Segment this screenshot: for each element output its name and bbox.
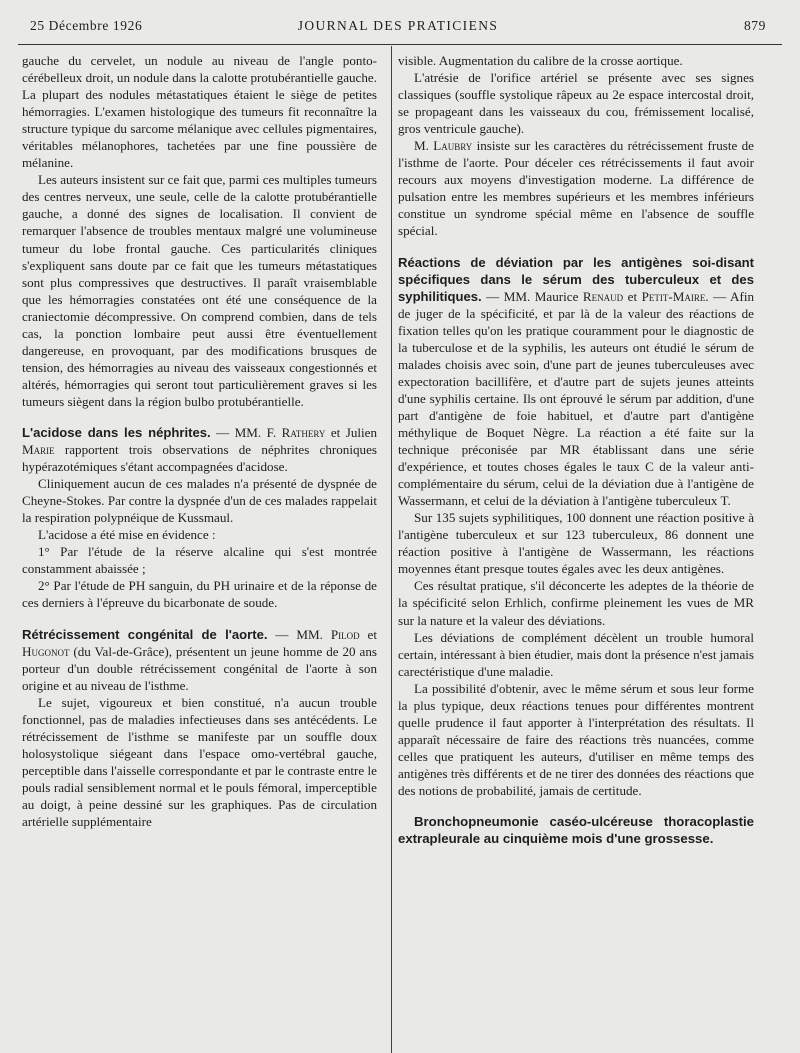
paragraph: La possibilité d'obtenir, avec le même sérum et sous leur forme la plus typique, deux réactions tenues pour différentes montrent quelle prudence il faut apporter à l'interprétation des résultats. Il apparaît nécessaire de faire des réactions très nuancées, comme celles que pratiquent les auteurs, d'utiliser en même temps des antigènes très différents et de ne tirer des données des réactions que des notions de probabilité, jamais de certitude. [398,680,754,798]
author-connector: et Julien [325,424,377,440]
author-name: Pilod [330,626,360,642]
left-column [22,52,377,830]
header-date: 25 Décembre 1926 [30,18,143,33]
lead-text: . — Afin de juger de la spécificité, et par là de la valeur des réactions de fixation telles qu'on les pratique couramment pour le diagnostic de la tuberculose et de la syphilis, les auteurs ont étudié le sérum de malades choisis avec soin, d'une part de jeunes tuberculeuses avec expectoration bacillifère, et d'autre part de sujets jeunes atteints d'une syphilis certaine. Ils ont éprouvé le sérum par addition, d'une part d'antigène de foie habituel, et d'autre part d'antigène méthylique de Boquet Nègre. La réaction a été faite sur la technique préconisée par MR établissant dans une série d'expérience, et toutes choses égales le taux C de la valeur anti-complémentaire du sérum, celui de la déviation due à l'antigène de Wassermann, et celui de la déviation à l'antigène tuberculeux T. [398,288,755,509]
paragraph: visible. Augmentation du calibre de la crosse aortique. [398,53,683,68]
author-name: Rathery [281,424,326,440]
header-rule [18,44,782,45]
article-reactions [398,254,754,800]
article-title: L'acidose dans les néphrites. [22,424,211,440]
paragraph: Ces résultat pratique, s'il déconcerte les adeptes de la théorie de la spécificité selon Erhlich, confirme pleinement les vues de MR sur la nature et la valeur des déviations. [398,578,754,628]
author-name: Renaud [582,288,624,304]
article-retrecissement [22,626,377,831]
paragraph-text: insiste sur les caractères du rétrécissement fruste de l'isthme de l'aorte. Pour déceler ces rétrécissements il faut avoir recours aux moyens d'investigation moderne. La différence de pulsation entre les membres supérieurs et les membres inférieurs constitue un syndrome spécial même en l'absence de souffle spécial. [398,138,754,239]
paragraph: L'atrésie de l'orifice artériel se présente avec ses signes classiques (souffle systolique râpeux au 2e espace intercostal droit, se propageant dans les vaisseaux du cou, frémissement localisé, gros ventricule gauche). [398,70,754,137]
author-connector: et [623,288,642,304]
lead-text: (du Val-de-Grâce), présentent un jeune homme de 20 ans porteur d'un double rétrécissement congénital de l'aorte à son origine et au niveau de l'isthme. [22,643,377,693]
column-divider [391,46,392,1053]
author-prefix: — MM. Maurice [481,288,583,304]
article-bronchopneumonie [398,813,754,847]
author-name: Petit-Maire [641,288,706,304]
article-title: Bronchopneumonie caséo-ulcéreuse thoracoplastie extrapleurale au cinquième mois d'une grossesse. [398,814,754,847]
journal-title: JOURNAL DES PRATICIENS [297,18,499,33]
right-column [398,52,754,847]
list-item: 2° Par l'étude de PH sanguin, du PH urinaire et de la réponse de ces derniers à l'épreuve du bicarbonate de soude. [22,578,377,611]
paragraph: Les déviations de complément décèlent un trouble humoral certain, intéressant à bien étudier, mais dont la présence n'est jamais carectéristique d'une maladie. [398,629,754,679]
lead-text: rapportent trois observations de néphrites chroniques hypérazotémiques s'étant accompagnées d'acidose. [22,442,377,475]
page-number: 879 [743,18,766,33]
paragraph [398,137,754,239]
author-prefix: — MM. [267,626,331,642]
article-title: Rétrécissement congénital de l'aorte. [22,626,268,642]
author-name: Laubry [433,138,473,154]
paragraph: Les auteurs insistent sur ce fait que, parmi ces multiples tumeurs des centres nerveux, une seule, celle de la calotte protubérantielle gauche, a donné des signes de localisation. Il convient de remarquer l'absence de troubles mentaux malgré une volumineuse tumeur du lobe frontal gauche. Ces particularités cliniques s'expliquent sans doute par ce fait que les tumeurs métastatiques sont plus compressives que destructives. Il paraît vraisemblable que les hémorragies constatées ont été une conséquence de la craniectomie décompressive. On comprend combien, dans de tels cas, la ponction lombaire peut aussi être éventuellement dangereuse, en provoquant, par des modifications brusques de tension, des hémorragies au niveau des vaisseaux congestionnés et altérés, hémorragies qui seront tout particulièrement graves si les tumeurs siègent dans la région bulbo protubérantielle. [22,172,377,409]
article-title: Réactions de déviation par les antigènes soi-disant spécifiques dans le sérum des tuberculeux et des syphilitiques. [398,254,754,304]
paragraph: gauche du cervelet, un nodule au niveau de l'angle ponto-cérébelleux droit, un nodule dans la calotte protubérantielle gauche. La plupart des nodules métastatiques étaient le siège de petites hémorragies. L'examen histologique des tumeurs fit reconnaître la structure typique du sarcome mélanique avec cellules pigmentaires, véritables mélanophores, tachetées par une fine poussière de mélanine. [22,53,377,171]
author-connector: et [359,626,377,642]
author-name: Hugonot [22,643,70,659]
page-header [30,12,766,38]
list-item: 1° Par l'étude de la réserve alcaline qui s'est montrée constamment abaissée ; [22,544,377,577]
paragraph: Sur 135 sujets syphilitiques, 100 donnent une réaction positive à l'antigène tuberculeux et sur 123 tuberculeux, 86 donnent une réaction positive à l'antigène de Wassermann, les réactions moyennes étant presque toutes égales avec les deux antigènes. [398,510,754,577]
article-acidose [22,424,377,612]
paragraph: Le sujet, vigoureux et bien constitué, n'a aucun trouble fonctionnel, pas de maladies infectieuses dans ses antécédents. Le rétrécissement de l'isthme se manifeste par un souffle doux holosystolique siégeant dans l'espace omo-vertébral gauche, perceptible dans l'aisselle correspondante et par le contraste entre le pouls radial sensiblement normal et le pouls fémoral, imperceptible au doigt, à peine dessiné sur les graphiques. Pas de circulation artérielle supplémentaire [22,694,377,830]
author-name: Marie [22,442,55,458]
author-prefix: — MM. F. [210,424,282,440]
author-prefix: M. [414,138,434,154]
paragraph: Cliniquement aucun de ces malades n'a présenté de dyspnée de Cheyne-Stokes. Par contre la dyspnée d'un de ces malades rappelait la respiration polypnéique de Kussmaul. [22,476,377,526]
paragraph: L'acidose a été mise en évidence : [38,527,216,543]
